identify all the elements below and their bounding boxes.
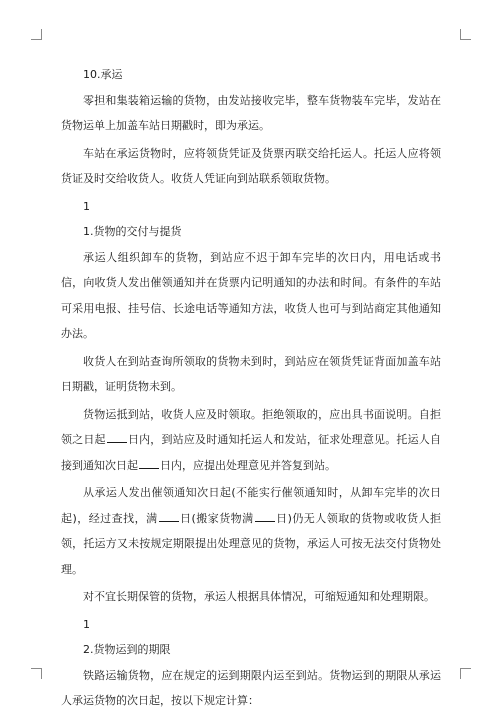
paragraph-text: 日)仍无人领取的货物或收货人拒领，托运方又未按规定期限提出处理意见的货物，承运人可按无法交付货物处理。 bbox=[61, 511, 441, 576]
paragraph-text: 从承运人发出催领通知次日起(不能实行催领通知时，从卸车完毕的次日起)，经过查找，满 bbox=[61, 486, 441, 525]
fill-in-blank bbox=[255, 511, 275, 522]
paragraph-text: 日内，到站应及时通知托运人和发站，征求处理意见。托运人自接到通知次日起 bbox=[61, 433, 441, 472]
fill-in-blank bbox=[107, 432, 127, 443]
paragraph-text: 货物运抵到站，收货人应及时领取。拒绝领取的，应出具书面说明。自拒领之日起 bbox=[61, 407, 441, 446]
paragraph: 收货人在到站查询所领取的货物未到时，到站应在领货凭证背面加盖车站日期戳，证明货物未到。 bbox=[61, 354, 441, 393]
paragraph: 铁路运输货物，应在规定的运到期限内运至到站。货物运到的期限从承运人承运货物的次日起，按以下规定计算： bbox=[61, 668, 441, 707]
separator-number: 1 bbox=[83, 199, 90, 213]
subsection-heading: 1.货物的交付与提货 bbox=[83, 225, 182, 238]
fill-in-blank bbox=[159, 511, 179, 522]
subsection-heading: 2.货物运到的期限 bbox=[83, 643, 171, 656]
paragraph: 零担和集装箱运输的货物，由发站接收完毕，整车货物装车完毕，发站在货物运单上加盖车站日期戳时，即为承运。 bbox=[61, 93, 441, 132]
paragraph: 车站在承运货物时，应将领货凭证及货票丙联交给托运人。托运人应将领货证及时交给收货人。收货人凭证向到站联系领取货物。 bbox=[61, 146, 441, 185]
crop-mark-top-right bbox=[460, 29, 471, 40]
separator-number: 1 bbox=[83, 617, 90, 631]
paragraph: 承运人组织卸车的货物，到站应不迟于卸车完毕的次日内，用电话或书信，向收货人发出催领通知并在货票内记明通知的办法和时间。有条件的车站可采用电报、挂号信、长途电话等通知方法，收货人也可与到站商定其他通知办法。 bbox=[61, 250, 441, 340]
crop-mark-top-left bbox=[31, 29, 42, 40]
crop-mark-bottom-left bbox=[31, 668, 42, 679]
document-body bbox=[61, 62, 441, 714]
paragraph-text: 日(搬家货物满 bbox=[179, 511, 254, 525]
section-heading: 10.承运 bbox=[83, 68, 123, 81]
fill-in-blank bbox=[139, 458, 159, 469]
paragraph-with-blanks bbox=[61, 402, 441, 479]
crop-mark-bottom-right bbox=[460, 668, 471, 679]
paragraph-text: 日内，应提出处理意见并答复到站。 bbox=[160, 458, 336, 472]
paragraph-with-blanks bbox=[61, 480, 441, 582]
paragraph: 对不宜长期保管的货物，承运人根据具体情况，可缩短通知和处理期限。 bbox=[83, 590, 435, 603]
